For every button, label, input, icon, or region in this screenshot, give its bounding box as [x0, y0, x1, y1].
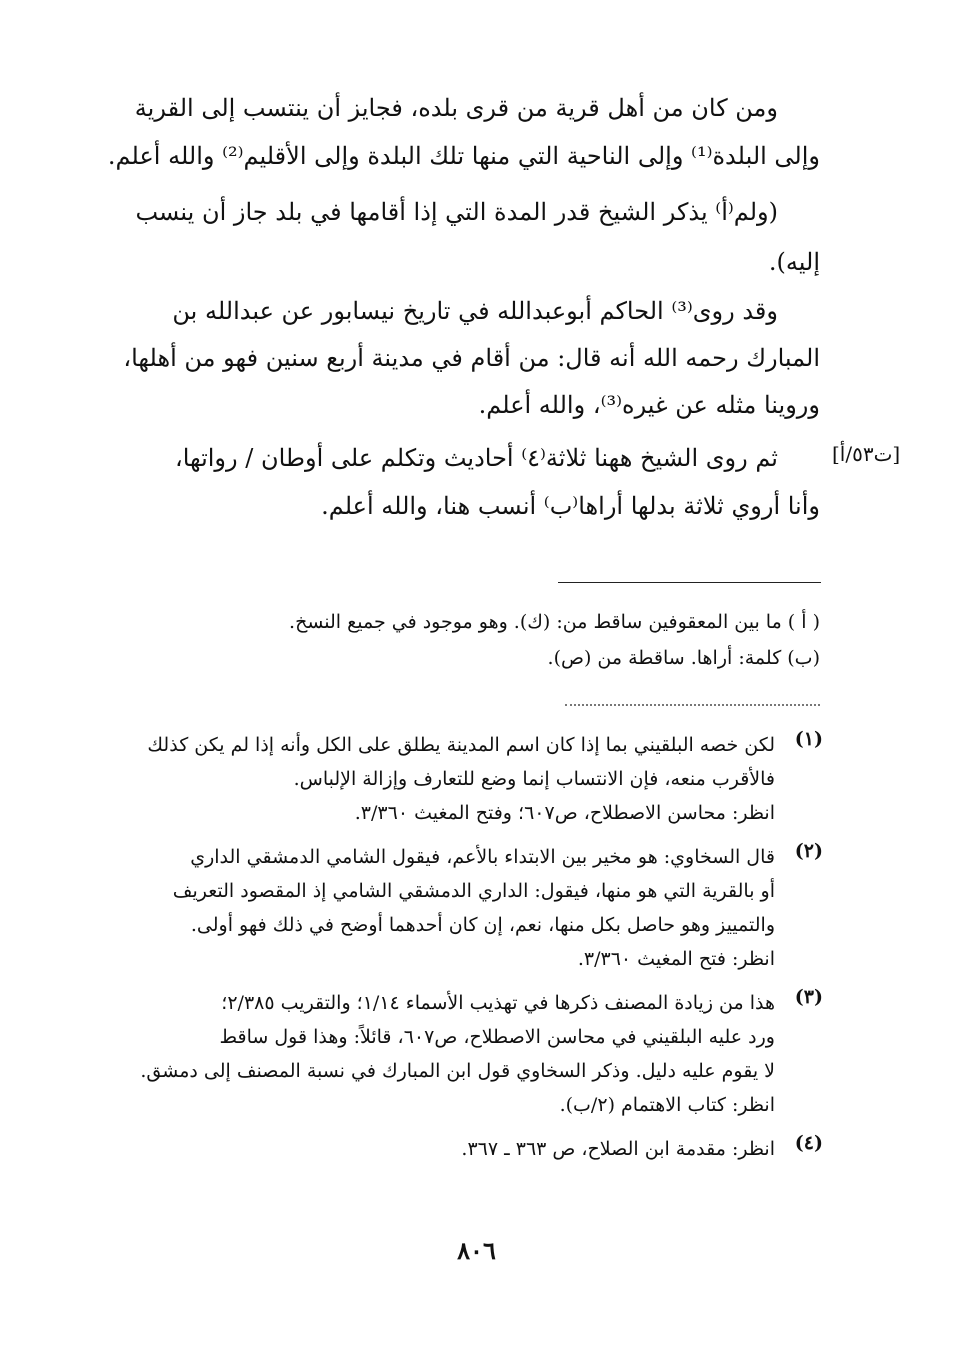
main-text-line: إليه). — [768, 248, 820, 276]
footnote-line: لا يقوم عليه دليل. وذكر السخاوي قول ابن المبارك في نسبة المصنف إلى دمشق. — [140, 1060, 775, 1082]
main-paragraph-1 — [107, 84, 820, 180]
footnotes — [123, 728, 823, 1176]
main-paragraph-4 — [120, 434, 820, 530]
footnote-line: انظر: مقدمة ابن الصلاح، ص ٣٦٣ ـ ٣٦٧. — [461, 1138, 775, 1160]
main-paragraph-2 — [120, 187, 820, 287]
footnote-line: قال السخاوي: هو مخير بين الابتداء بالأعم، فيقول الشامي الدمشقي الداري — [190, 846, 775, 868]
footnote-number: (١) — [794, 728, 823, 750]
footnote-number: (٢) — [794, 840, 823, 862]
main-text-line: وأنا أروي ثلاثة بدلها أراها⁽ب⁾ أنسب هنا، والله أعلم. — [321, 492, 820, 520]
footnote-3 — [123, 986, 823, 1122]
main-text-line: وقد روى⁽³⁾ الحاكم أبوعبدالله في تاريخ نيسابور عن عبدالله بن — [172, 297, 778, 325]
main-text-line: وإلى البلدة⁽¹⁾ وإلى الناحية التي منها تلك البلدة وإلى الأقليم⁽²⁾ والله أعلم. — [107, 142, 820, 170]
footnote-4 — [123, 1132, 823, 1166]
footnote-line: هذا من زيادة المصنف ذكرها في تهذيب الأسماء ١/١٤؛ والتقريب ٢/٣٨٥؛ — [221, 992, 775, 1014]
footnote-line: فالأقرب منعه، فإن الانتساب إنما وضع للتعارف وإزالة الإلباس. — [293, 768, 775, 790]
footnote-line: انظر: كتاب الاهتمام (٢/ب). — [559, 1094, 775, 1116]
manuscript-folio-reference: [ت٥٣/أ] — [832, 442, 901, 466]
variant-note-a: ( أ ) ما بين المعقوفين ساقط من: (ك). وهو موجود في جميع النسخ. — [289, 611, 820, 633]
footnote-line: انظر: فتح المغيث ٣/٣٦٠. — [577, 948, 775, 970]
footnote-2 — [123, 840, 823, 976]
footnote-line: لكن خصه البلقيني بما إذا كان اسم المدينة يطلق على الكل وأنه إذا لم يكن كذلك — [147, 734, 775, 756]
main-text-line: المبارك رحمه الله أنه قال: من أقام في مدينة أربع سنين فهو من أهلها، — [123, 344, 820, 372]
main-text-line: (ولم⁽أ⁾ يذكر الشيخ قدر المدة التي إذا أقامها في بلد جاز أن ينسب — [135, 198, 778, 226]
footnote-number: (٣) — [794, 986, 823, 1008]
footnote-number: (٤) — [794, 1132, 823, 1154]
dotted-separator — [565, 704, 820, 706]
main-paragraph-3 — [120, 288, 820, 429]
footnote-1 — [123, 728, 823, 830]
main-text-line: وروينا مثله عن غيره⁽³⁾، والله أعلم. — [478, 391, 820, 419]
footnote-line: أو بالقرية التي هو منها، فيقول: الداري الدمشقي الشامي إذ المقصود التعريف — [172, 880, 775, 902]
variant-notes — [120, 604, 820, 676]
footnote-line: ورد عليه البلقيني في محاسن الاصطلاح، ص٦٠٧، قائلاً: وهذا قول ساقط — [219, 1026, 775, 1048]
main-text-line: ومن كان من أهل قرية من قرى بلده، فجايز أن ينتسب إلى القرية — [134, 94, 778, 122]
page-number: ٨٠٦ — [457, 1236, 496, 1265]
variant-note-b: (ب) كلمة: أراها. ساقطة من (ص). — [547, 647, 820, 669]
footnote-separator — [558, 582, 821, 583]
footnote-line: والتمييز وهو حاصل بكل منها، نعم، إن كان أحدهما أوضح في ذلك فهو أولى. — [190, 914, 775, 936]
main-text-line: ثم روى الشيخ ههنا ثلاثة⁽٤⁾ أحاديث وتكلم على أوطان / رواتها، — [174, 444, 778, 472]
footnote-line: انظر: محاسن الاصطلاح، ص٦٠٧؛ وفتح المغيث ٣/٣٦٠. — [354, 802, 775, 824]
